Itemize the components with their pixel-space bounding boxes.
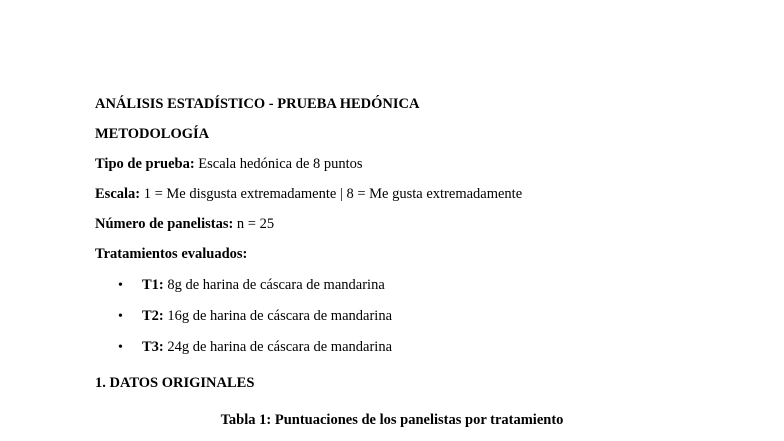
treatment-item: [118, 276, 385, 295]
table-caption-label: Tabla 1:: [220, 412, 272, 428]
treatment-item: [118, 307, 392, 326]
treatment-label: T2:: [142, 308, 164, 324]
treatments-heading: Tratamientos evaluados:: [95, 246, 248, 262]
treatment-value: 24g de harina de cáscara de mandarina: [163, 339, 393, 355]
treatment-label: T1:: [142, 277, 164, 293]
scale-line: [95, 185, 522, 203]
bullet-icon: •: [118, 278, 123, 293]
document-title: ANÁLISIS ESTADÍSTICO - PRUEBA HEDÓNICA: [95, 96, 420, 112]
panelists-value: n = 25: [233, 216, 275, 232]
scale-value: 1 = Me disgusta extremadamente | 8 = Me gusta extremadamente: [140, 186, 523, 202]
treatment-value: 16g de harina de cáscara de mandarina: [163, 308, 393, 324]
treatment-item: [118, 338, 392, 357]
test-type-line: [95, 155, 363, 173]
section-1-heading: 1. DATOS ORIGINALES: [95, 375, 255, 391]
table-caption-text: Puntuaciones de los panelistas por tratamiento: [271, 412, 564, 428]
table-caption: [0, 411, 784, 429]
methodology-heading: METODOLOGÍA: [95, 126, 210, 142]
test-type-label: Tipo de prueba:: [95, 156, 195, 172]
scale-label: Escala:: [95, 186, 141, 202]
bullet-icon: •: [118, 340, 123, 355]
test-type-value: Escala hedónica de 8 puntos: [194, 156, 363, 172]
panelists-line: [95, 215, 274, 233]
treatment-label: T3:: [142, 339, 164, 355]
treatment-value: 8g de harina de cáscara de mandarina: [163, 277, 385, 293]
panelists-label: Número de panelistas:: [95, 216, 234, 232]
bullet-icon: •: [118, 309, 123, 324]
